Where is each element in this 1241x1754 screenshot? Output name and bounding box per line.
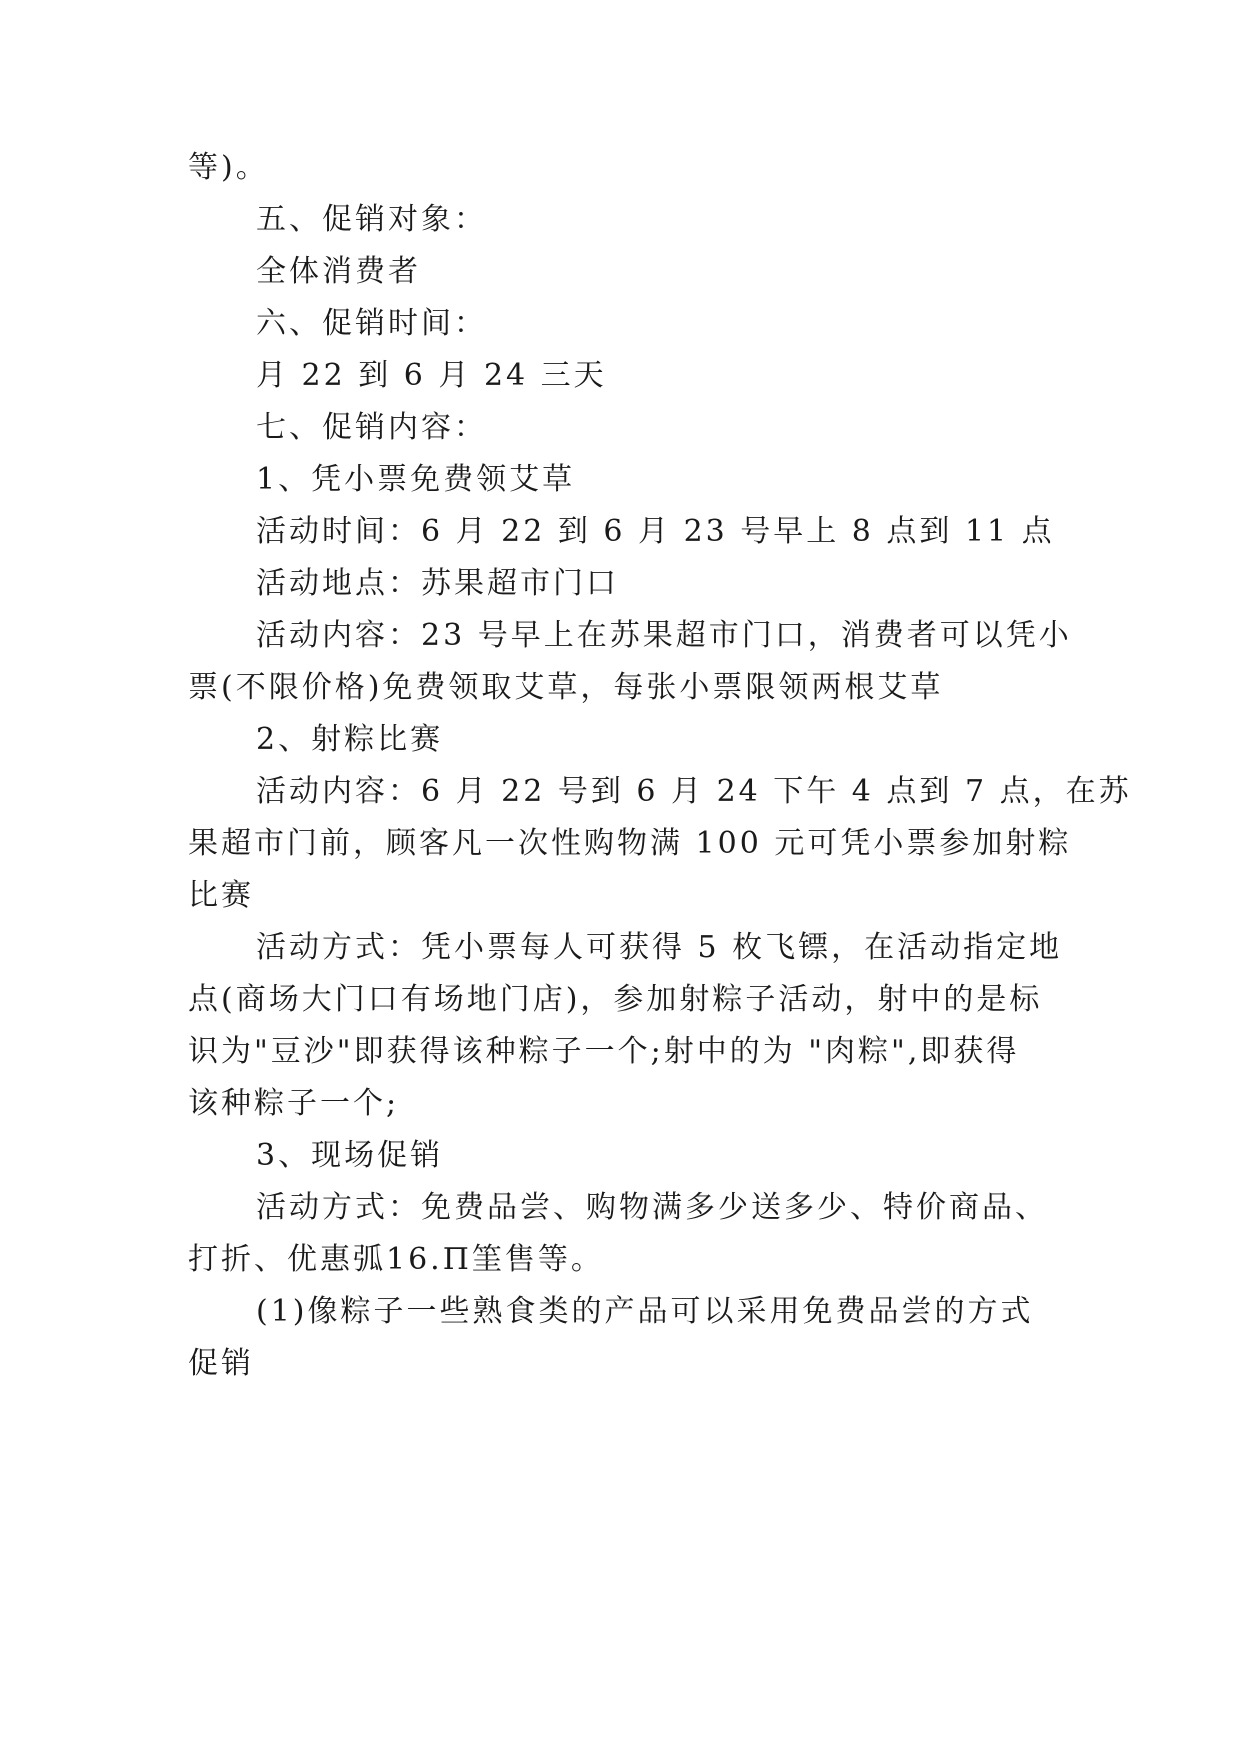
text-line: 该种粽子一个; [188, 1086, 400, 1121]
text-line: 果超市门前，顾客凡一次性购物满 100 元可凭小票参加射粽 [188, 826, 1072, 861]
subsection-heading-3: 3、现场促销 [256, 1138, 444, 1173]
text-line: 活动内容：23 号早上在苏果超市门口，消费者可以凭小 [256, 618, 1072, 653]
text-line: 点(商场大门口有场地门店)，参加射粽子活动，射中的是标 [188, 982, 1043, 1017]
text-line: 活动时间：6 月 22 到 6 月 23 号早上 8 点到 11 点 [256, 514, 1055, 549]
text-line: 打折、优惠弧16.Π筀售等。 [188, 1242, 604, 1277]
text-line: 比赛 [188, 878, 254, 913]
subsection-heading-1: 1、凭小票免费领艾草 [256, 462, 576, 497]
text-line: 票(不限价格)免费领取艾草，每张小票限领两根艾草 [188, 670, 944, 705]
text-line: 活动地点：苏果超市门口 [256, 566, 619, 601]
section-heading-6: 六、促销时间： [256, 306, 487, 341]
text-line: 月 22 到 6 月 24 三天 [256, 358, 607, 393]
text-line: 等)。 [188, 150, 269, 185]
text-line: 识为"豆沙"即获得该种粽子一个;射中的为 "肉粽",即获得 [188, 1034, 1020, 1069]
text-line: 全体消费者 [256, 254, 421, 289]
text-line: 活动方式：凭小票每人可获得 5 枚飞镖，在活动指定地 [256, 930, 1063, 965]
text-line: 促销 [188, 1346, 254, 1381]
section-heading-7: 七、促销内容： [256, 410, 487, 445]
text-line: 活动内容：6 月 22 号到 6 月 24 下午 4 点到 7 点，在苏 [256, 774, 1132, 809]
text-line: 活动方式：免费品尝、购物满多少送多少、特价商品、 [256, 1190, 1048, 1225]
subsection-heading-2: 2、射粽比赛 [256, 722, 444, 757]
section-heading-5: 五、促销对象： [256, 202, 487, 237]
text-line: (1)像粽子一些熟食类的产品可以采用免费品尝的方式 [256, 1294, 1034, 1329]
